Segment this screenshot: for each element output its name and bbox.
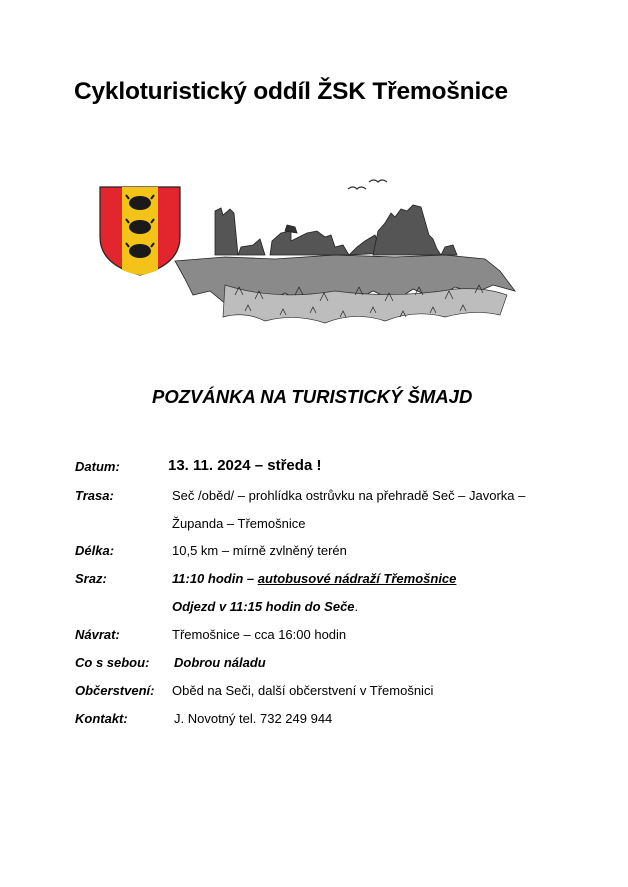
date-value: 13. 11. 2024 – středa ! [168,457,322,474]
departure-end: . [354,599,359,614]
coat-of-arms-icon [100,187,180,275]
bring-label: Co s sebou: [75,655,150,670]
page-title: Cykloturistický oddíl ŽSK Třemošnice [74,78,508,105]
departure-text: Odjezd v 11:15 hodin do Seče [172,599,355,614]
departure-line [172,599,358,614]
date-label: Datum: [75,459,120,474]
refreshment-label: Občerstvení: [75,683,155,698]
route-line-2: Županda – Třemošnice [172,516,306,531]
birds-icon [348,180,387,189]
contact-value: J. Novotný tel. 732 249 944 [174,711,333,726]
meeting-label: Sraz: [75,571,107,586]
ruin-walls-icon [215,205,457,255]
refreshment-value: Oběd na Seči, další občerstvení v Třemošnici [172,683,434,698]
return-value: Třemošnice – cca 16:00 hodin [172,627,347,642]
length-value: 10,5 km – mírně zvlněný terén [172,543,347,558]
route-label: Trasa: [75,488,114,503]
return-label: Návrat: [75,627,120,642]
meeting-value [172,571,456,586]
contact-label: Kontakt: [75,711,128,726]
meeting-time: 11:10 hodin – [172,571,258,586]
castle-ruin-illustration [95,175,525,340]
meeting-place: autobusové nádraží Třemošnice [257,571,457,586]
length-label: Délka: [75,543,115,558]
rock-foliage-icon [175,255,515,323]
invitation-heading: POZVÁNKA NA TURISTICKÝ ŠMAJD [152,386,473,407]
bring-value: Dobrou náladu [174,655,266,670]
route-line-1: Seč /oběd/ – prohlídka ostrůvku na přehradě Seč – Javorka – [172,488,526,503]
